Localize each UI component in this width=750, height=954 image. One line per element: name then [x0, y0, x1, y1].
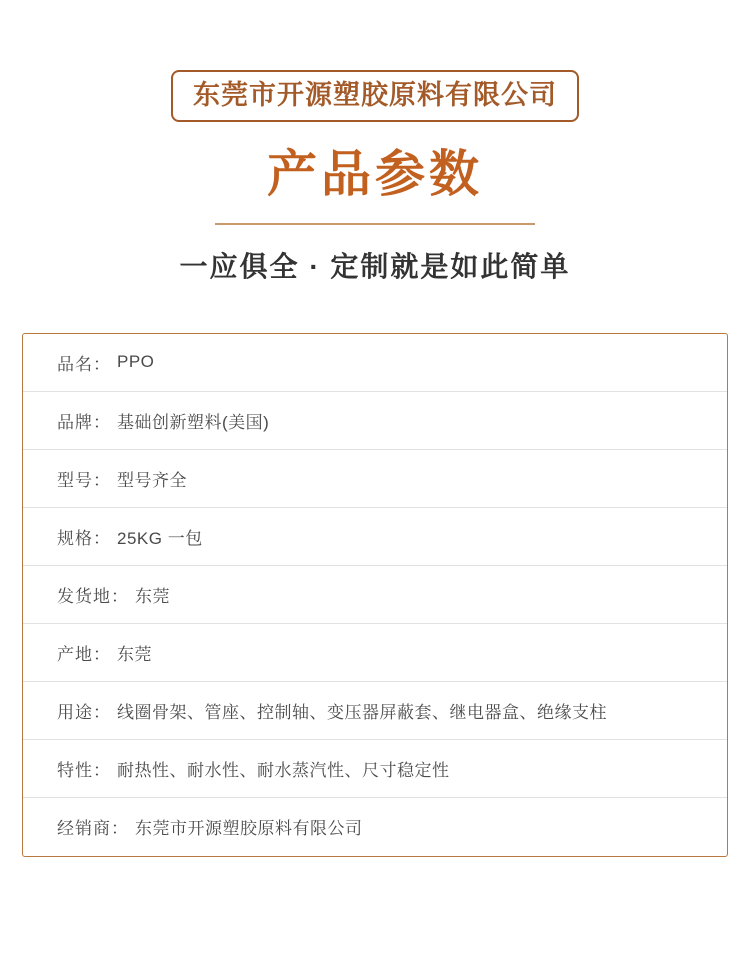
spec-value: 东莞市开源塑胶原料有限公司 [135, 819, 363, 838]
spec-value: 基础创新塑料(美国) [117, 412, 270, 432]
table-row [23, 508, 727, 566]
table-row [23, 392, 727, 450]
spec-label: 特性： [57, 760, 111, 780]
title-divider [215, 223, 535, 225]
spec-label: 规格： [57, 528, 111, 548]
spec-value: 型号齐全 [117, 470, 187, 490]
page-header [0, 0, 750, 285]
page-title: 产品参数 [267, 146, 483, 202]
company-name-badge: 东莞市开源塑胶原料有限公司 [171, 70, 579, 122]
spec-label: 品名： [57, 354, 111, 374]
spec-label: 经销商： [57, 819, 129, 838]
table-row [23, 450, 727, 508]
table-row [23, 798, 727, 856]
spec-value: 25KG 一包 [117, 528, 203, 548]
spec-value: 线圈骨架、管座、控制轴、变压器屏蔽套、继电器盒、绝缘支柱 [117, 702, 607, 722]
table-row [23, 624, 727, 682]
spec-label: 型号： [57, 470, 111, 490]
spec-value: 东莞 [117, 644, 152, 664]
spec-label: 产地： [57, 644, 111, 664]
table-row [23, 682, 727, 740]
spec-value: PPO [117, 352, 155, 371]
table-row [23, 566, 727, 624]
table-row [23, 334, 727, 392]
spec-label: 品牌： [57, 412, 111, 432]
spec-value: 东莞 [135, 586, 170, 606]
spec-value: 耐热性、耐水性、耐水蒸汽性、尺寸稳定性 [117, 760, 450, 780]
page-subtitle: 一应俱全 · 定制就是如此简单 [179, 250, 571, 282]
spec-label: 用途： [57, 702, 111, 722]
spec-table [22, 333, 728, 857]
spec-label: 发货地： [57, 586, 129, 606]
table-row [23, 740, 727, 798]
